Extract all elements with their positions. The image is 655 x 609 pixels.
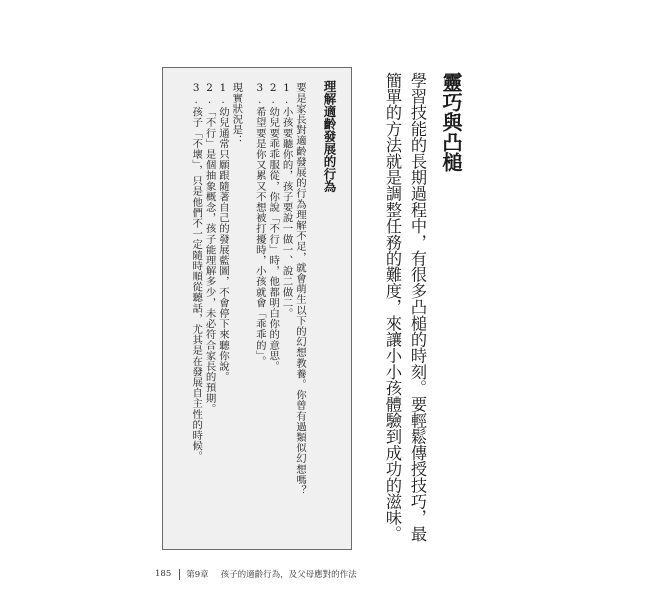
page-footer <box>155 568 357 580</box>
sidebar-line: 要是家長對適齡發展的行為理解不足，就會萌生以下的幻想教養。你曾有過類似幻想嗎？ <box>294 82 306 496</box>
section-title: 靈巧與凸槌 <box>439 72 463 172</box>
chapter-title: 孩子的適齡行為，及父母應對的作法 <box>220 570 357 580</box>
sidebar-line: 現實狀況是： <box>230 82 243 146</box>
sidebar-content <box>173 82 306 522</box>
intro-paragraph: 學習技能的長期過程中，有很多凸槌的時刻。要輕鬆傳授技巧，最簡單的方法就是調整任務的難度，來讓小小孩體驗到成功的滋味。 <box>383 72 427 542</box>
sidebar-line: 2.幼兒要乖乖服從，你說「不行」時，他都明白你的意思。 <box>267 82 280 372</box>
sidebar-line: 3.孩子「不壞」，只是他們不一定隨時順從聽話，尤其是在發展自主性的時候。 <box>190 82 203 462</box>
footer-divider <box>179 569 180 580</box>
sidebar-line: 3.希望要是你又累又不想被打擾時，小孩就會「乖乖的」。 <box>253 82 266 367</box>
sidebar-line: 2.「不行」是個抽象概念，孩子能理解多少，未必符合家長的預期。 <box>203 82 216 414</box>
sidebar-title: 理解適齡發展的行為 <box>322 80 337 193</box>
sidebar-gap <box>242 82 252 522</box>
sidebar-line: 1.小孩要聽你的，孩子要說一做一、說二做二。 <box>280 82 293 319</box>
page-number: 185 <box>155 569 172 579</box>
sidebar-line: 1.幼兒通常只願跟隨著自己的發展藍圖，不會停下來聽你說。 <box>216 82 229 382</box>
chapter-label: 第9章 <box>186 570 209 580</box>
